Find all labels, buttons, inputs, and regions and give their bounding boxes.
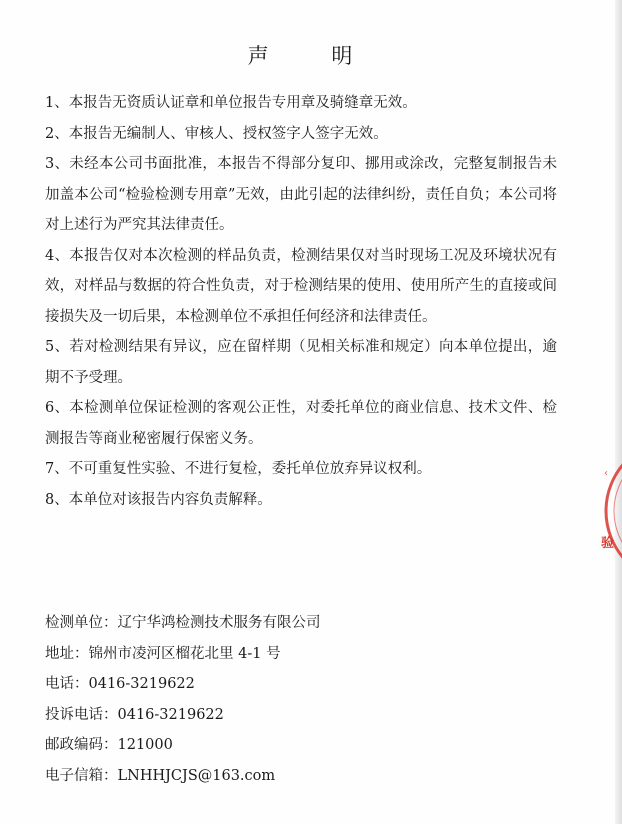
clause-item: 2、本报告无编制人、审核人、授权签字人签字无效。 xyxy=(45,125,388,142)
clause-item: 7、不可重复性实验、不进行复检，委托单位放弃异议权利。 xyxy=(45,461,432,477)
seal-stamp-graphic xyxy=(598,436,622,586)
clause-item: 1、本报告无资质认证章和单位报告专用章及骑缝章无效。 xyxy=(45,95,417,111)
contact-postal-code: 邮政编码：121000 xyxy=(45,737,173,753)
clause-item: 4、本报告仅对本次检测的样品负责，检测结果仅对当时现场工况及环境状况有效，对样品与数据的符合性负责，对于检测结果的使用、使用所产生的直接或间接损失及一切后果，本检测单位不承担任何经济和法律责任。 xyxy=(45,247,557,325)
contact-phone: 电话：0416-3219622 xyxy=(45,676,195,692)
contact-unit: 检测单位：辽宁华鸿检测技术服务有限公司 xyxy=(45,615,321,631)
contact-email: 电子信箱：LNHHJCJS@163.com xyxy=(45,767,276,784)
document-title: 声 明 xyxy=(247,44,381,68)
clause-item: 3、未经本公司书面批准，本报告不得部分复印、挪用或涂改，完整复制报告未加盖本公司“检验检测专用章”无效，由此引起的法律纠纷，责任自负；本公司将对上述行为严究其法律责任。 xyxy=(45,156,557,233)
svg-text:‹: ‹ xyxy=(604,468,608,479)
contact-complaint-phone: 投诉电话：0416-3219622 xyxy=(45,706,224,723)
contact-block xyxy=(45,608,565,791)
clause-item: 5、若对检测结果有异议，应在留样期（见相关标准和规定）向本单位提出，逾期不予受理。 xyxy=(45,339,557,386)
seal-text: 验 xyxy=(601,536,615,551)
clause-item: 8、本单位对该报告内容负责解释。 xyxy=(45,491,272,508)
contact-address: 地址：锦州市凌河区榴花北里 4-1 号 xyxy=(45,645,281,662)
page-edge-shadow xyxy=(615,0,622,824)
clause-item: 6、本检测单位保证检测的客观公正性，对委托单位的商业信息、技术文件、检测报告等商业秘密履行保密义务。 xyxy=(45,400,557,447)
partial-seal-stamp xyxy=(598,436,622,586)
declaration-clauses xyxy=(45,88,557,515)
